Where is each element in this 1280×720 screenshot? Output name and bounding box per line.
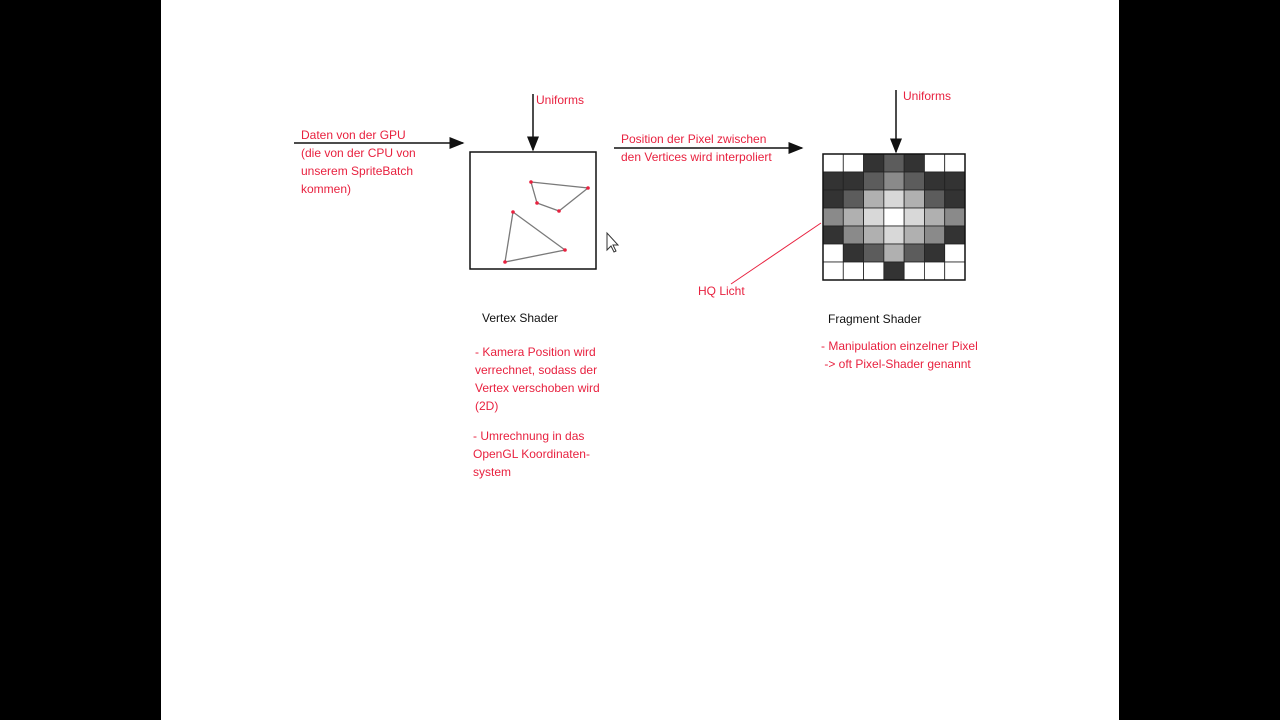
pixel-cell bbox=[843, 262, 863, 280]
pixel-cell bbox=[904, 190, 924, 208]
pixel-cell bbox=[924, 172, 944, 190]
pixel-cell bbox=[843, 244, 863, 262]
pixel-cell bbox=[843, 154, 863, 172]
vertex-shader-title: Vertex Shader bbox=[482, 311, 559, 325]
pixel-cell bbox=[864, 244, 884, 262]
pixel-cell bbox=[945, 226, 965, 244]
pixel-cell bbox=[884, 172, 904, 190]
vertex-note-line: system bbox=[473, 465, 512, 479]
pixel-cell bbox=[904, 262, 924, 280]
hq-light-pointer bbox=[731, 223, 821, 284]
pixel-cell bbox=[945, 208, 965, 226]
pixel-cell bbox=[904, 226, 924, 244]
pixel-cell bbox=[945, 172, 965, 190]
vertex-note-line: Vertex verschoben wird bbox=[475, 381, 600, 395]
pixel-cell bbox=[904, 244, 924, 262]
pixel-cell bbox=[924, 244, 944, 262]
pixel-cell bbox=[904, 208, 924, 226]
pixel-cell bbox=[884, 190, 904, 208]
slide-canvas bbox=[161, 0, 1119, 720]
pixel-cell bbox=[843, 208, 863, 226]
diagram-graphics bbox=[161, 0, 1119, 720]
pixel-cell bbox=[884, 262, 904, 280]
pixel-cell bbox=[924, 226, 944, 244]
pixel-cell bbox=[823, 262, 843, 280]
vertex-note-line: (2D) bbox=[475, 399, 499, 413]
vertex-note-line: OpenGL Koordinaten- bbox=[473, 447, 590, 461]
pixel-cell bbox=[924, 262, 944, 280]
pixel-cell bbox=[945, 244, 965, 262]
pixel-cell bbox=[864, 172, 884, 190]
vertex-note-line: - Umrechnung in das bbox=[473, 429, 585, 443]
fragment-pixel-grid bbox=[823, 154, 965, 280]
pixel-cell bbox=[823, 190, 843, 208]
pixel-cell bbox=[864, 226, 884, 244]
interpolation-line: den Vertices wird interpoliert bbox=[621, 150, 772, 164]
fragment-shader-title: Fragment Shader bbox=[828, 312, 922, 326]
input-detail-line: unserem SpriteBatch bbox=[301, 164, 414, 178]
pixel-cell bbox=[884, 154, 904, 172]
pixel-cell bbox=[843, 190, 863, 208]
pixel-cell bbox=[823, 244, 843, 262]
pixel-cell bbox=[864, 262, 884, 280]
fragment-note-line: -> oft Pixel-Shader genannt bbox=[821, 357, 971, 371]
fragment-note-line: - Manipulation einzelner Pixel bbox=[821, 339, 978, 353]
input-detail-line: kommen) bbox=[301, 182, 352, 196]
pixel-cell bbox=[924, 208, 944, 226]
pixel-cell bbox=[884, 208, 904, 226]
pixel-cell bbox=[843, 226, 863, 244]
pixel-cell bbox=[924, 190, 944, 208]
pixel-cell bbox=[843, 172, 863, 190]
pixel-cell bbox=[945, 154, 965, 172]
pixel-cell bbox=[864, 190, 884, 208]
input-heading: Daten von der GPU bbox=[301, 128, 406, 142]
mouse-cursor-icon bbox=[607, 233, 618, 252]
pixel-cell bbox=[884, 244, 904, 262]
fragment-uniforms-label: Uniforms bbox=[903, 89, 952, 103]
pixel-cell bbox=[884, 226, 904, 244]
interpolation-line: Position der Pixel zwischen bbox=[621, 132, 767, 146]
vertex-note-line: verrechnet, sodass der bbox=[475, 363, 598, 377]
pixel-cell bbox=[864, 208, 884, 226]
pixel-cell bbox=[823, 154, 843, 172]
pixel-cell bbox=[904, 172, 924, 190]
hq-light-label: HQ Licht bbox=[698, 284, 745, 298]
input-detail-line: (die von der CPU von bbox=[301, 146, 416, 160]
pixel-cell bbox=[823, 208, 843, 226]
vertex-shader-box bbox=[470, 152, 596, 269]
pixel-cell bbox=[864, 154, 884, 172]
pixel-cell bbox=[945, 262, 965, 280]
pixel-cell bbox=[924, 154, 944, 172]
pixel-cell bbox=[823, 226, 843, 244]
pixel-cell bbox=[945, 190, 965, 208]
vertex-note-line: - Kamera Position wird bbox=[475, 345, 596, 359]
vertex-uniforms-label: Uniforms bbox=[536, 93, 585, 107]
pixel-cell bbox=[823, 172, 843, 190]
pixel-cell bbox=[904, 154, 924, 172]
